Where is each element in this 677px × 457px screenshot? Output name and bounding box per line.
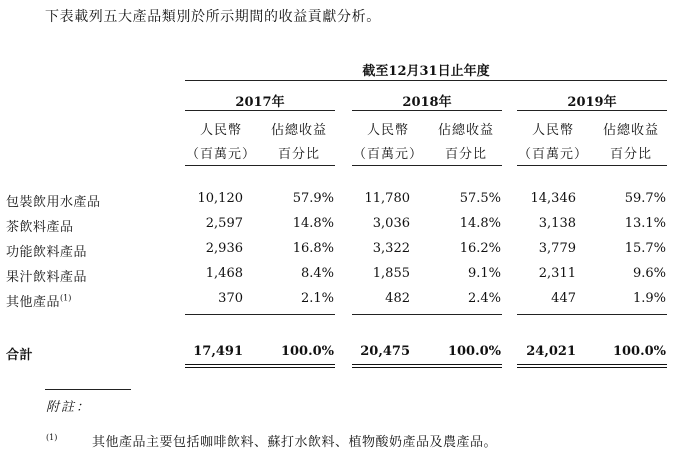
cell-2018-pct: 2.4% <box>467 291 501 306</box>
cell-2019-amount: 2,311 <box>538 266 576 281</box>
cell-2018-pct: 9.1% <box>467 266 501 281</box>
year-header-2019: 2019年 <box>567 95 617 110</box>
cell-2018-amount: 3,322 <box>372 241 410 256</box>
year-header-2017: 2017年 <box>235 95 285 110</box>
footnote-ref: (1) <box>60 293 72 303</box>
notes-separator <box>45 389 131 390</box>
cell-2019-pct: 15.7% <box>624 241 666 256</box>
cell-2017-pct: 16.8% <box>292 241 334 256</box>
cell-2018-amount: 1,855 <box>372 266 410 281</box>
year-header-2018: 2018年 <box>402 95 452 110</box>
col-header-pct-2: 百分比 <box>277 147 320 162</box>
cell-2018-amount: 3,036 <box>372 216 410 231</box>
row-label-other <box>6 291 71 310</box>
col-header-amount: 人民幣 <box>531 123 574 138</box>
cell-2019-pct: 59.7% <box>624 191 666 206</box>
row-label-functional: 功能飲料產品 <box>6 245 88 260</box>
col-header-pct: 佔總收益 <box>270 123 327 138</box>
cell-2017-amount: 10,120 <box>197 191 243 206</box>
col-header-rule-2018 <box>352 165 502 166</box>
period-header: 截至12月31日止年度 <box>362 64 490 79</box>
col-header-pct-2: 百分比 <box>609 147 652 162</box>
cell-2019-amount: 14,346 <box>530 191 576 206</box>
row-label-tea: 茶飲料產品 <box>6 220 74 235</box>
total-2019-amount: 24,021 <box>526 344 576 359</box>
cell-2017-amount: 2,936 <box>205 241 243 256</box>
cell-2019-pct: 9.6% <box>632 266 666 281</box>
year-rule-2018 <box>352 110 502 111</box>
col-header-rule-2019 <box>517 165 667 166</box>
cell-2017-pct: 57.9% <box>292 191 334 206</box>
cell-2018-pct: 16.2% <box>459 241 501 256</box>
subtotal-rule-2019 <box>517 314 667 315</box>
col-header-pct-2: 百分比 <box>444 147 487 162</box>
cell-2017-pct: 8.4% <box>300 266 334 281</box>
cell-2019-pct: 1.9% <box>632 291 666 306</box>
cell-2019-pct: 13.1% <box>624 216 666 231</box>
period-header-rule <box>185 80 667 81</box>
row-label-packaged-water: 包裝飲用水產品 <box>6 195 101 210</box>
subtotal-rule-2017 <box>185 314 335 315</box>
cell-2018-amount: 482 <box>385 291 410 306</box>
cell-2018-pct: 14.8% <box>459 216 501 231</box>
total-2018-amount: 20,475 <box>360 344 410 359</box>
cell-2019-amount: 3,138 <box>538 216 576 231</box>
cell-2017-amount: 1,468 <box>205 266 243 281</box>
total-double-rule-2019 <box>517 364 667 368</box>
cell-2019-amount: 3,779 <box>538 241 576 256</box>
note-marker: (1) <box>46 433 58 442</box>
col-header-amount-unit: （百萬元） <box>352 147 423 162</box>
col-header-pct: 佔總收益 <box>437 123 494 138</box>
year-rule-2019 <box>517 110 667 111</box>
col-header-amount-unit: （百萬元） <box>185 147 256 162</box>
row-label-other-text: 其他產品 <box>6 295 61 310</box>
cell-2019-amount: 447 <box>551 291 576 306</box>
total-label: 合計 <box>6 348 34 363</box>
subtotal-rule-2018 <box>352 314 502 315</box>
total-2019-pct: 100.0% <box>612 344 666 359</box>
intro-text: 下表載列五大產品類別於所示期間的收益貢獻分析。 <box>45 9 381 25</box>
notes-title: 附註： <box>46 400 92 415</box>
total-2017-amount: 17,491 <box>193 344 243 359</box>
total-double-rule-2017 <box>185 364 335 368</box>
cell-2018-amount: 11,780 <box>364 191 410 206</box>
year-rule-2017 <box>185 110 335 111</box>
col-header-amount: 人民幣 <box>199 123 242 138</box>
col-header-amount-unit: （百萬元） <box>517 147 588 162</box>
total-2017-pct: 100.0% <box>280 344 334 359</box>
total-2018-pct: 100.0% <box>447 344 501 359</box>
row-label-juice: 果汁飲料產品 <box>6 270 88 285</box>
col-header-pct: 佔總收益 <box>602 123 659 138</box>
col-header-amount: 人民幣 <box>366 123 409 138</box>
col-header-rule-2017 <box>185 165 335 166</box>
note-text: 其他產品主要包括咖啡飲料、蘇打水飲料、植物酸奶產品及農產品。 <box>92 435 498 450</box>
total-double-rule-2018 <box>352 364 502 368</box>
cell-2017-pct: 14.8% <box>292 216 334 231</box>
cell-2017-amount: 370 <box>218 291 243 306</box>
cell-2017-amount: 2,597 <box>205 216 243 231</box>
cell-2017-pct: 2.1% <box>300 291 334 306</box>
cell-2018-pct: 57.5% <box>459 191 501 206</box>
